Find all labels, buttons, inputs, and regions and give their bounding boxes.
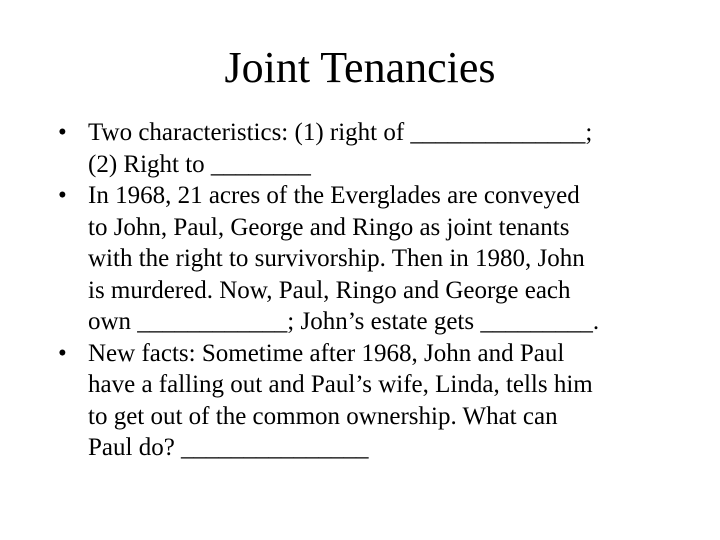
bullet-marker: • (58, 182, 67, 209)
bullet-marker: • (58, 119, 67, 146)
bullet-line: is murdered. Now, Paul, Ringo and George each (88, 276, 571, 304)
bullet-line: with the right to survivorship. Then in 1980, John (88, 245, 585, 272)
bullet-line: to John, Paul, George and Ringo as joint tenants (88, 213, 570, 241)
bullet-line: New facts: Sometime after 1968, John and Paul (88, 339, 565, 367)
bullet-list (0, 117, 720, 464)
bullet-line: have a falling out and Paul’s wife, Linda, tells him (88, 371, 593, 398)
bullet-marker: • (58, 339, 67, 367)
slide-title: Joint Tenancies (224, 43, 496, 92)
bullet-line: to get out of the common ownership. What can (88, 402, 558, 430)
bullet-line: own ____________; John’s estate gets _________. (88, 308, 600, 335)
bullet-line: In 1968, 21 acres of the Everglades are conveyed (88, 182, 580, 209)
bullet-line: (2) Right to ________ (88, 150, 311, 178)
bullet-item (0, 117, 720, 180)
bullet-line: Two characteristics: (1) right of ______________; (88, 119, 593, 146)
bullet-line: Paul do? _______________ (88, 434, 369, 461)
bullet-item (0, 180, 720, 338)
bullet-item (0, 338, 720, 464)
